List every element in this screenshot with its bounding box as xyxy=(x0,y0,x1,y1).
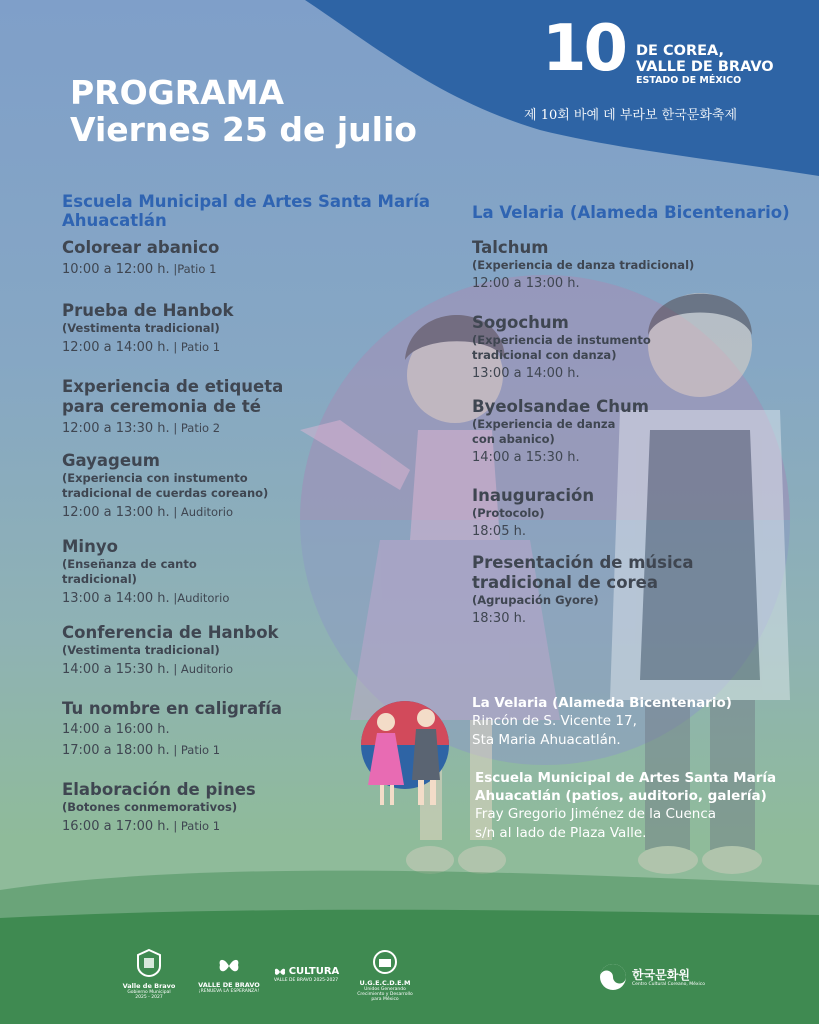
event-gayageum: Gayageum (Experiencia con instumento tradicional de cuerdas coreano) 12:00 a 13:00 h. | Auditorio xyxy=(62,451,269,520)
program-label: PROGRAMA xyxy=(70,73,285,112)
right-venue-title: La Velaria (Alameda Bicentenario) xyxy=(472,203,790,222)
event-inauguracion: Inauguración (Protocolo) 18:05 h. xyxy=(472,486,595,539)
event-music: Presentación de música tradicional de corea (Agrupación Gyore) 18:30 h. xyxy=(472,553,694,626)
valle-renueva-logo: VALLE DE BRAVO ¡RENUEVA LA ESPERANZA! xyxy=(196,955,262,994)
address-velaria: La Velaria (Alameda Bicentenario) Rincón de S. Vicente 17, Sta Maria Ahuacatlán. xyxy=(472,695,732,748)
event-minyo: Minyo (Enseñanza de canto tradicional) 13:00 a 14:00 h. |Auditorio xyxy=(62,537,230,606)
valle-gobierno-logo: Valle de Bravo Gobierno Municipal 2025 - 2027 xyxy=(118,948,180,1000)
ugecdem-logo: U.G.E.C.D.E.M Unidos Generando Crecimiento y Desarrollo para México xyxy=(354,949,416,1002)
program-heading xyxy=(70,74,417,148)
butterfly-icon xyxy=(216,955,242,977)
butterfly-icon xyxy=(273,966,287,978)
event-colorear: Colorear abanico 10:00 a 12:00 h. |Patio 1 xyxy=(62,238,220,277)
left-venue-title: Escuela Municipal de Artes Santa María Ahuacatlán xyxy=(62,192,431,230)
event-sogochum: Sogochum (Experiencia de instumento tradicional con danza) 13:00 a 14:00 h. xyxy=(472,313,651,381)
cultura-logo: CULTURA VALLE DE BRAVO 2025-2027 xyxy=(273,966,340,983)
date-label: Viernes 25 de julio xyxy=(70,110,417,149)
event-byeolsandae: Byeolsandae Chum (Experiencia de danza con abanico) 14:00 a 15:30 h. xyxy=(472,397,649,465)
event-talchum: Talchum (Experiencia de danza tradicional) 12:00 a 13:00 h. xyxy=(472,238,695,291)
ugecdem-emblem-icon xyxy=(372,949,398,975)
festival-name: DE COREA, VALLE DE BRAVO ESTADO DE MÉXICO xyxy=(636,43,774,86)
event-hanbok-conference: Conferencia de Hanbok (Vestimenta tradicional) 14:00 a 15:30 h. | Auditorio xyxy=(62,623,279,677)
event-tea-ceremony: Experiencia de etiqueta para ceremonia de té 12:00 a 13:30 h. | Patio 2 xyxy=(62,377,284,436)
mini-kids-illustration xyxy=(361,701,449,805)
event-calligraphy: Tu nombre en caligrafía 14:00 a 16:00 h. 17:00 a 18:00 h. | Patio 1 xyxy=(62,699,283,758)
korean-cultural-center-logo: 한국문화원 Centro Cultural Coreano, México xyxy=(598,962,708,992)
taeguk-icon xyxy=(598,962,628,992)
event-hanbok-test: Prueba de Hanbok (Vestimenta tradicional) 12:00 a 14:00 h. | Patio 1 xyxy=(62,301,234,355)
korean-title: 제 10회 바예 데 부라보 한국문화축제 xyxy=(524,108,738,123)
event-pins: Elaboración de pines (Botones conmemorativos) 16:00 a 17:00 h. | Patio 1 xyxy=(62,780,256,834)
edition-number: 10 xyxy=(542,12,626,86)
municipal-seal-icon xyxy=(134,948,164,978)
address-escuela: Escuela Municipal de Artes Santa María Ahuacatlán (patios, auditorio, galería) Fray Gregorio Jiménez de la Cuenca s/n al lado de Plaza Valle. xyxy=(475,770,777,841)
